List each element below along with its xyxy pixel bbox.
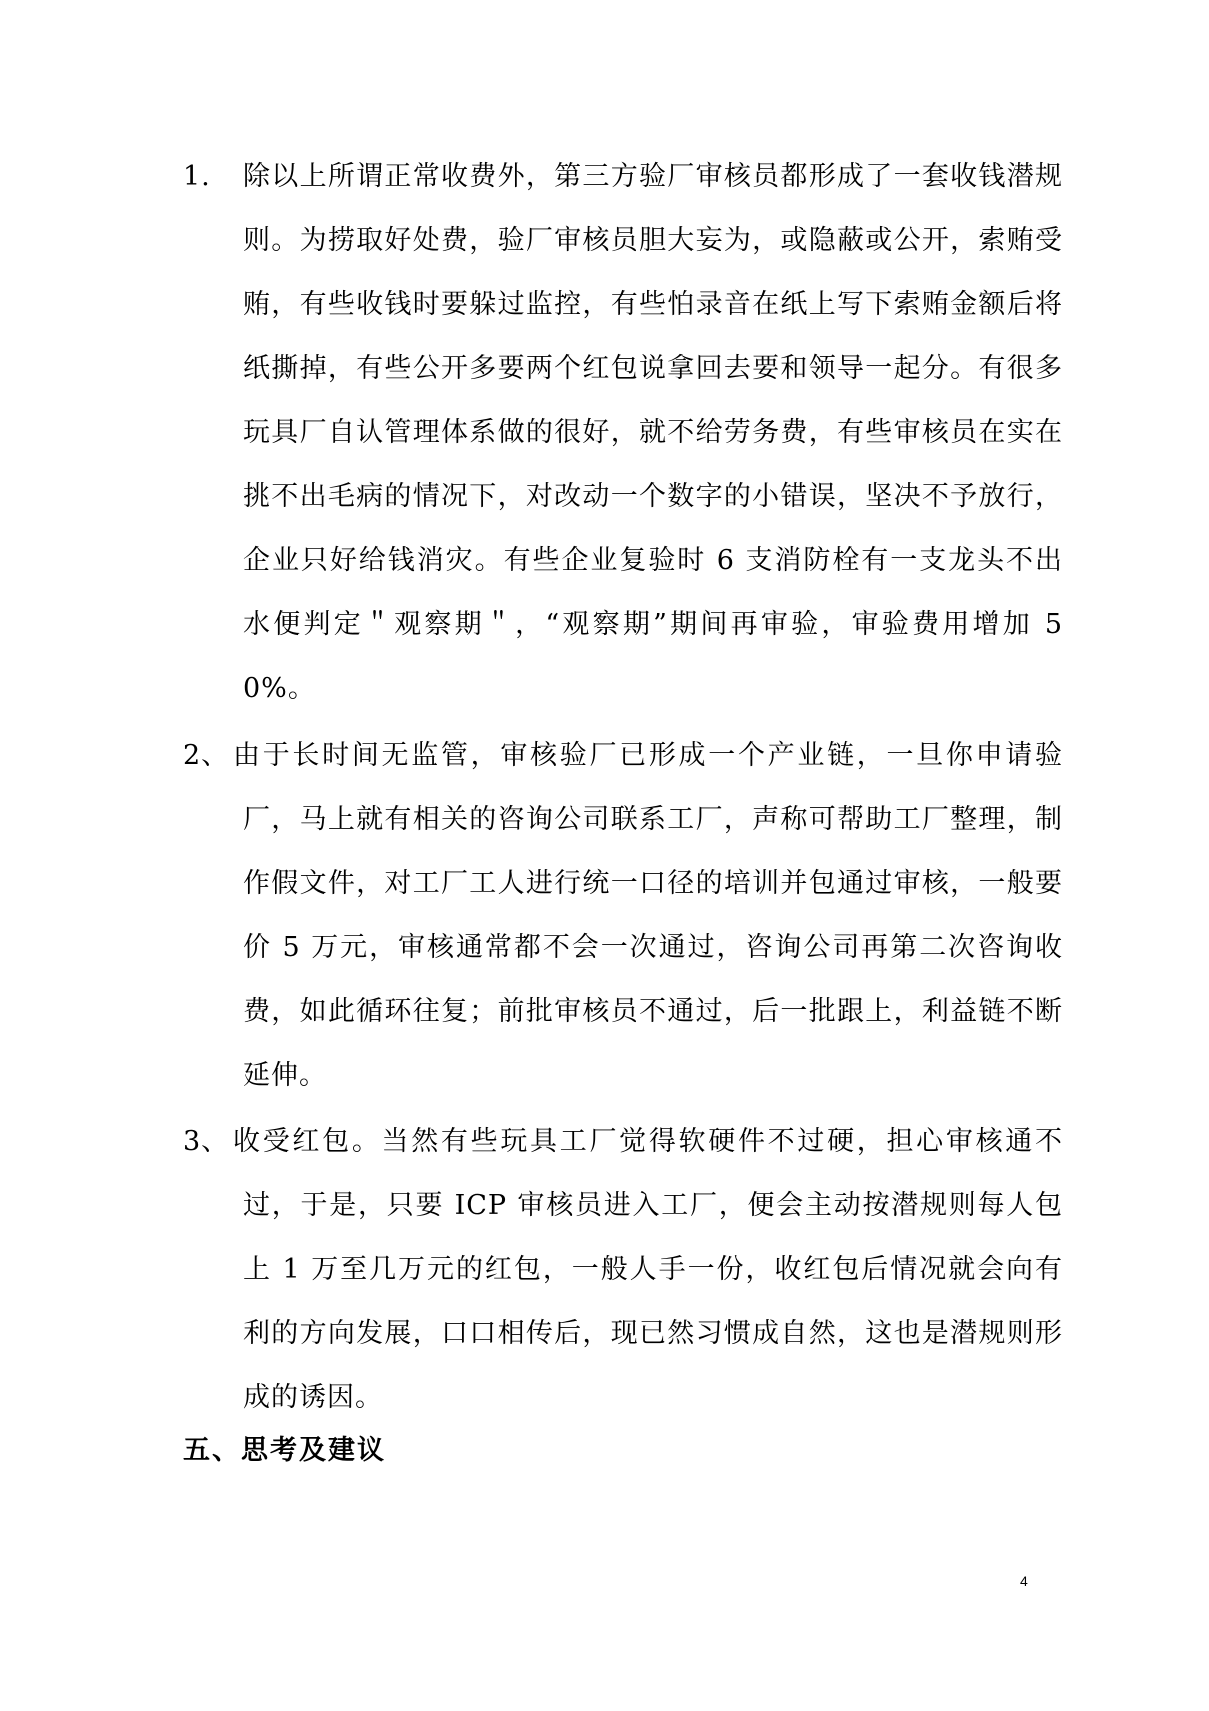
list-item-text: 由于长时间无监管，审核验厂已形成一个产业链，一旦你申请验厂，马上就有相关的咨询公司联系工厂，声称可帮助工厂整理，制作假文件，对工厂工人进行统一口径的培训并包通过审核，一般要价 5 万元，审核通常都不会一次通过，咨询公司再第二次咨询收费，如此循环往复；前批审核员不通过，后一批跟上，利益链不断延伸。 bbox=[233, 740, 1063, 1091]
list-item-number: 1. bbox=[183, 161, 211, 192]
list-item bbox=[183, 1110, 1063, 1430]
list-item-text: 除以上所谓正常收费外，第三方验厂审核员都形成了一套收钱潜规则。为捞取好处费，验厂审核员胆大妄为，或隐蔽或公开，索贿受贿，有些收钱时要躲过监控，有些怕录音在纸上写下索贿金额后将纸撕掉，有些公开多要两个红包说拿回去要和领导一起分。有很多玩具厂自认管理体系做的很好，就不给劳务费，有些审核员在实在挑不出毛病的情况下，对改动一个数字的小错误，坚决不予放行，企业只好给钱消灾。有些企业复验时 6 支消防栓有一支龙头不出水便判定＂观察期＂，“观察期”期间再审验，审验费用增加 50%。 bbox=[243, 161, 1063, 704]
list-item-number: 2、 bbox=[183, 740, 230, 771]
list-item-number: 3、 bbox=[183, 1126, 230, 1157]
section-heading: 五、思考及建议 bbox=[183, 1435, 386, 1466]
list-item-text: 收受红包。当然有些玩具工厂觉得软硬件不过硬，担心审核通不过，于是，只要 ICP 审核员进入工厂，便会主动按潜规则每人包上 1 万至几万元的红包，一般人手一份，收红包后情况就会向有利的方向发展，口口相传后，现已然习惯成自然，这也是潜规则形成的诱因。 bbox=[233, 1126, 1063, 1413]
page-number: 4 bbox=[1020, 1573, 1028, 1589]
list-item bbox=[183, 724, 1063, 1108]
list-item bbox=[183, 145, 1063, 721]
